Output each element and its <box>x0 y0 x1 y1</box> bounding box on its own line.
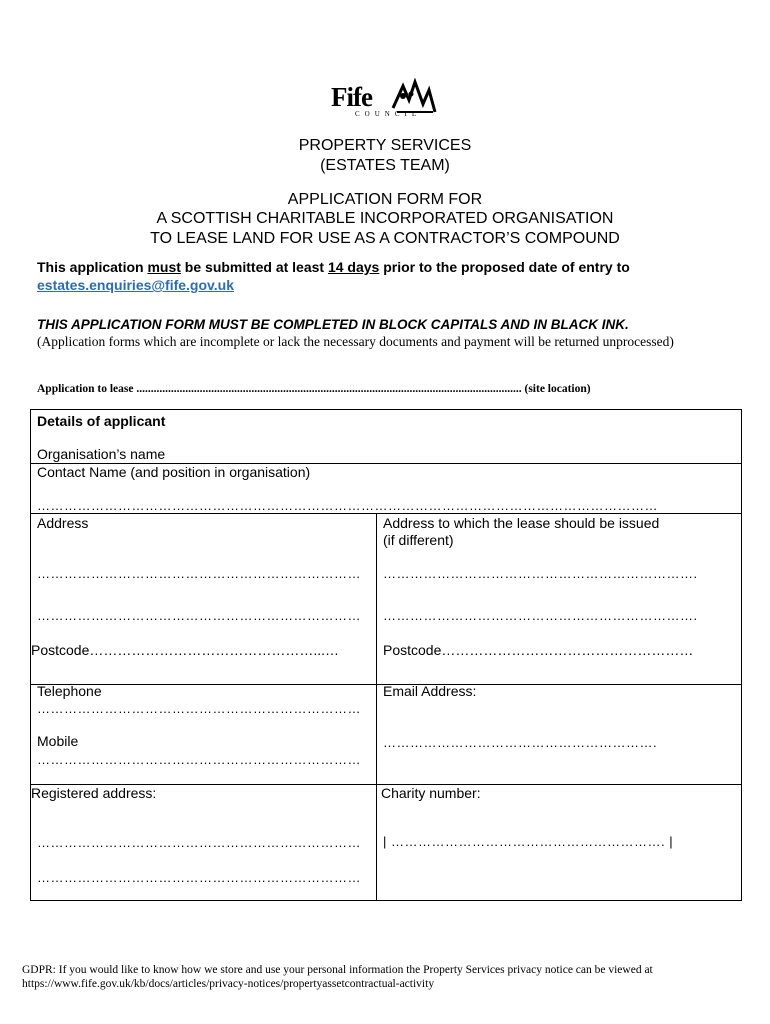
form-title-line2: A SCOTTISH CHARITABLE INCORPORATED ORGANISATION <box>156 210 614 227</box>
registered-address-label: Registered address: <box>31 785 157 801</box>
submission-notice: This application must be submitted at least 14 days prior to the proposed date of entry to <box>37 259 630 275</box>
logo-council-text: COUNCIL <box>355 110 422 118</box>
postcode-field[interactable]: Postcode…………………………………………...… <box>31 642 340 658</box>
site-location-field[interactable]: ...................................................................................................................................... <box>136 383 522 395</box>
contact-name-label: Contact Name (and position in organisation) <box>37 464 311 480</box>
privacy-notice-url[interactable]: https://www.fife.gov.uk/kb/docs/articles/privacy-notices/propertyassetcontractual-activity <box>22 978 435 990</box>
form-title-line3: TO LEASE LAND FOR USE AS A CONTRACTOR’S COMPOUND <box>150 230 620 247</box>
days-emphasis: 14 days <box>327 259 380 275</box>
block-capitals-instruction: THIS APPLICATION FORM MUST BE COMPLETED IN BLOCK CAPITALS AND IN BLACK INK. <box>37 317 629 332</box>
email-address-field[interactable]: ……………………………………………………. <box>383 735 658 750</box>
address-label: Address <box>37 515 89 531</box>
mobile-field[interactable]: ……………………………………………………………… <box>37 752 361 767</box>
registered-address-line1-field[interactable]: ……………………………………………………………… <box>37 835 361 850</box>
address-line2-field[interactable]: ……………………………………………………………… <box>37 608 361 623</box>
logo-name: Fife <box>331 82 372 112</box>
mobile-label: Mobile <box>37 733 79 749</box>
lease-address-label: Address to which the lease should be issued <box>383 515 660 531</box>
gdpr-text: GDPR: If you would like to know how we store and use your personal information the Property Services privacy notice can be viewed at <box>22 964 653 976</box>
registered-address-line2-field[interactable]: ……………………………………………………………… <box>37 870 361 885</box>
telephone-label: Telephone <box>37 683 102 699</box>
telephone-field[interactable]: ……………………………………………………………… <box>37 701 361 716</box>
lease-address-sublabel: (if different) <box>383 532 454 548</box>
lease-address-line2-field[interactable]: ……………………………………………………………. <box>383 608 698 623</box>
must-emphasis: must <box>147 259 181 275</box>
charity-number-field[interactable]: | ……………………………………………………. | <box>383 834 674 849</box>
application-to-lease-line: Application to lease ...................................................................................................................................... (site location) <box>37 383 591 395</box>
column-divider <box>376 513 377 900</box>
applicant-details-table <box>30 409 742 901</box>
team-title: (ESTATES TEAM) <box>320 157 450 174</box>
estates-email-link[interactable]: estates.enquiries@fife.gov.uk <box>37 277 235 293</box>
row-divider <box>31 513 741 514</box>
fife-council-logo <box>331 78 437 122</box>
organisation-name-label: Organisation’s name <box>37 446 166 462</box>
lease-postcode-field[interactable]: Postcode……………………………………………… <box>383 642 694 658</box>
charity-number-label: Charity number: <box>381 785 481 801</box>
address-line1-field[interactable]: ……………………………………………………………… <box>37 566 361 581</box>
department-title: PROPERTY SERVICES <box>298 137 472 154</box>
email-address-label: Email Address: <box>383 683 477 699</box>
gdpr-notice <box>22 963 752 991</box>
incomplete-forms-note: (Application forms which are incomplete or lack the necessary documents and payment will be returned unprocessed) <box>37 334 674 349</box>
form-title-line1: APPLICATION FORM FOR <box>287 191 483 208</box>
details-heading: Details of applicant <box>37 413 166 429</box>
lease-address-line1-field[interactable]: ……………………………………………………………. <box>383 566 698 581</box>
contact-name-field[interactable]: ………………………………………………………………………………………………………………………… <box>37 498 658 513</box>
